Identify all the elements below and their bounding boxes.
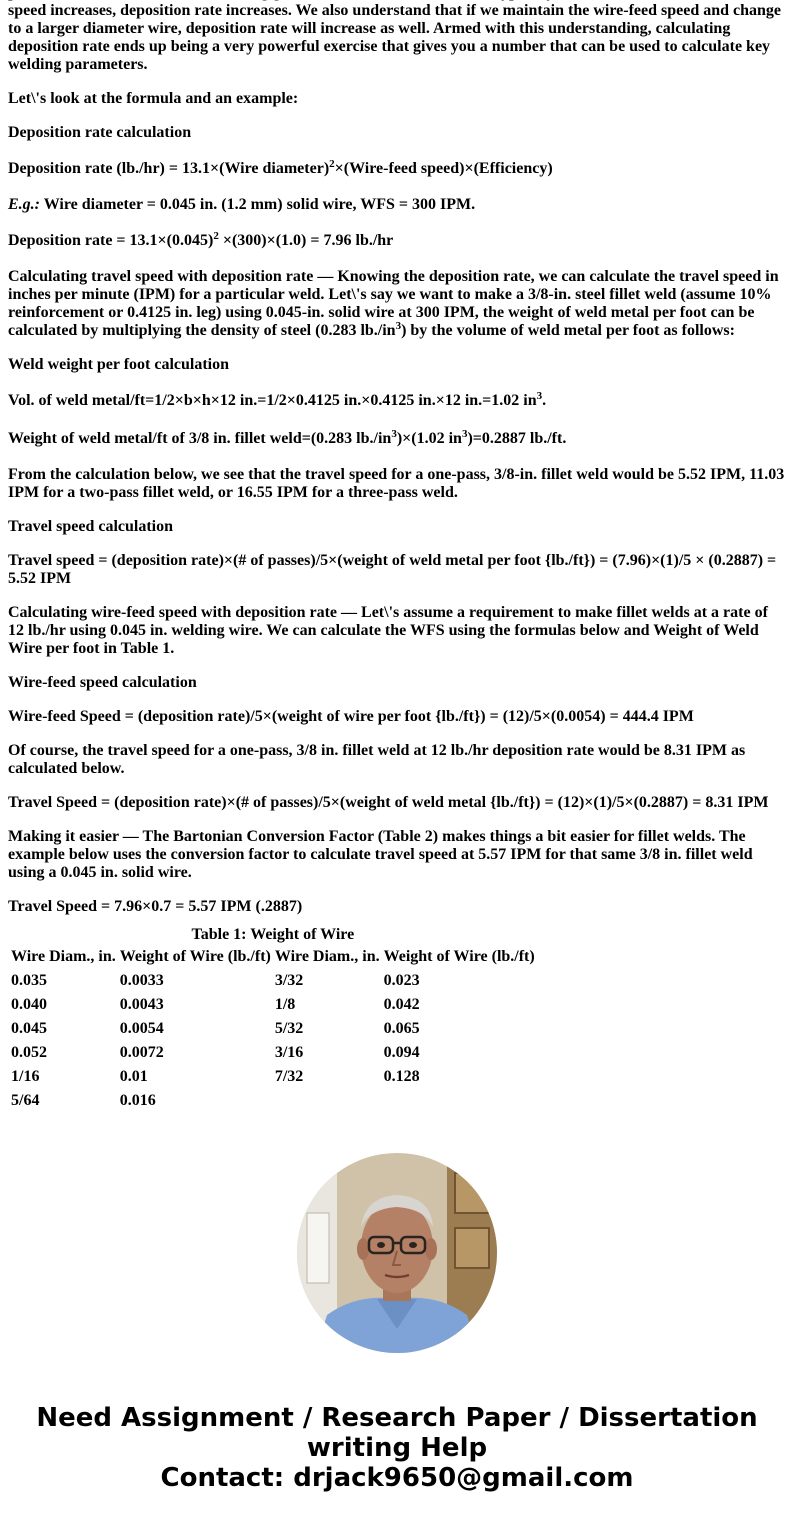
table-cell: 0.052 [11, 1044, 47, 1061]
table-cell: 0.035 [11, 972, 47, 989]
table-cell: 0.0033 [119, 972, 164, 989]
weight-formula: Weight of weld metal/ft of 3/8 in. fillet weld=(0.283 $lb./in^3)\times(1.02$ $in^3)=0.2887$ lb./ft. [8, 428, 567, 447]
travel-speed-formula-3: Travel Speed = 7.96×0.7 = 5.57 IPM (.2887) [8, 898, 303, 915]
travel-speed-formula: Travel speed = (deposition rate)×(# of passes)/5×(weight of weld metal per foot {lb./ft}) = (7.96)×(1)/5 × (0.2887) = 5.52 IPM [8, 552, 777, 587]
table-cell: 0.0072 [119, 1044, 164, 1061]
table-header-cell: Wire Diam., in. [11, 948, 116, 965]
intro-paragraph: speed increases, deposition rate increases. We also understand that if we maintain the wire-feed speed and change to a larger diameter wire, deposition rate will increase as well. Armed with this understanding, calculating deposition rate ends up being a very powerful exercise that gives you a number that can be used to calculate key welding parameters. [8, 2, 782, 73]
eg-label: E.g.: [8, 196, 40, 213]
travel-speed-heading: Travel speed calculation [8, 518, 174, 535]
table-caption: Table 1: Weight of Wire [191, 926, 355, 943]
lets-look-text: Let\'s look at the formula and an example: [8, 90, 299, 107]
table-cell: 3/32 [274, 972, 304, 989]
portrait-image [297, 1153, 497, 1353]
deposition-formula: Deposition rate (lb./hr) = 13.1×(Wire diameter)$^2$×(Wire-feed speed)×(Efficiency) [8, 158, 553, 177]
promo-contact-line: Contact: drjack9650@gmail.com [160, 1463, 634, 1493]
travel-speed-formula-2: Travel Speed = (deposition rate)×(# of passes)/5×(weight of weld metal {lb./ft}) = (12)×(1)/5×(0.2887) = 8.31 IPM [8, 794, 769, 811]
promo-line-1: Need Assignment / Research Paper / Dissertation [36, 1403, 758, 1433]
table-cell: 0.042 [383, 996, 420, 1013]
table-cell: 5/64 [11, 1092, 40, 1109]
table-header-cell: Weight of Wire (lb./ft) [119, 948, 271, 965]
table-cell: 0.128 [383, 1068, 420, 1085]
table-cell: 0.094 [383, 1044, 420, 1061]
table-row [10, 1018, 536, 1040]
table-row [10, 994, 536, 1016]
promo-banner [0, 1403, 794, 1493]
wire-feed-paragraph: Calculating wire-feed speed with deposition rate — Let\'s assume a requirement to make fillet welds at a rate of 12 lb./hr using 0.045 in. welding wire. We can calculate the WFS using the formulas below and Weight of Weld Wire per foot in Table 1. [8, 604, 768, 657]
table-cell [274, 1090, 381, 1112]
table-cell: 0.01 [119, 1068, 148, 1085]
table-row [10, 970, 536, 992]
table-cell: 1/8 [274, 996, 296, 1013]
table-cell: 0.045 [11, 1020, 47, 1037]
table-cell: 1/16 [11, 1068, 40, 1085]
table-cell: 0.065 [383, 1020, 420, 1037]
volume-formula: Vol. of weld metal/ft=1/2×b×h×12 in.=1/2×0.4125 in.×0.4125 in.×12 in.=1.02 $in^3$. [8, 390, 547, 409]
author-avatar [297, 1153, 497, 1353]
weight-of-wire-table [8, 926, 538, 1114]
table-header-row [10, 946, 536, 968]
of-course-paragraph: Of course, the travel speed for a one-pass, 3/8 in. fillet weld at 12 lb./hr deposition rate would be 8.31 IPM as calculated below. [8, 742, 746, 777]
table-header-cell: Weight of Wire (lb./ft) [383, 948, 535, 965]
from-calculation-paragraph: From the calculation below, we see that the travel speed for a one-pass, 3/8-in. fillet weld would be 5.52 IPM, 11.03 IPM for a two-pass fillet weld, or 16.55 IPM for a three-pass weld. [8, 466, 785, 501]
table-row [10, 1090, 536, 1112]
table-cell: 0.0043 [119, 996, 164, 1013]
table-cell: 7/32 [274, 1068, 304, 1085]
wire-feed-heading: Wire-feed speed calculation [8, 674, 197, 691]
wire-feed-formula: Wire-feed Speed = (deposition rate)/5×(weight of wire per foot {lb./ft}) = (12)/5×(0.0054) = 444.4 IPM [8, 708, 694, 725]
table-cell: 0.040 [11, 996, 47, 1013]
weld-weight-heading: Weld weight per foot calculation [8, 356, 230, 373]
table-cell: 0.0054 [119, 1020, 164, 1037]
table-cell: 0.016 [119, 1092, 156, 1109]
promo-line-2: writing Help [306, 1433, 488, 1463]
table-cell: 0.023 [383, 972, 420, 989]
table-header-cell: Wire Diam., in. [274, 948, 380, 965]
deposition-heading: Deposition rate calculation [8, 124, 192, 141]
table-cell: 3/16 [274, 1044, 304, 1061]
making-easier-paragraph: Making it easier — The Bartonian Conversion Factor (Table 2) makes things a bit easier for fillet welds. The example below uses the conversion factor to calculate travel speed at 5.57 IPM for that same 3/8 in. fillet weld using a 0.045 in. solid wire. [8, 828, 753, 881]
article-body [8, 0, 786, 1114]
travel-speed-paragraph: Calculating travel speed with deposition rate — Knowing the deposition rate, we can calculate the travel speed in inches per minute (IPM) for a particular weld. Let\'s say we want to make a 3/8-in. steel fillet weld (assume 10% reinforcement or 0.4125 in. leg) using 0.045-in. solid wire at 300 IPM, the weight of weld metal per foot can be calculated by multiplying the density of steel (0.283 $lb./in^3$) by the volume of weld metal per foot as follows: [8, 268, 779, 339]
table-cell [383, 1090, 536, 1112]
table-cell: 5/32 [274, 1020, 304, 1037]
deposition-example: Deposition rate = $13.1\times(0.045)^2 \times(300)\times(1.0) = 7.96$ lb./hr [8, 230, 394, 249]
table-row [10, 1042, 536, 1064]
example-line: E.g.: Wire diameter = 0.045 in. (1.2 mm) solid wire, WFS = 300 IPM. [8, 196, 476, 213]
table-row [10, 1066, 536, 1088]
